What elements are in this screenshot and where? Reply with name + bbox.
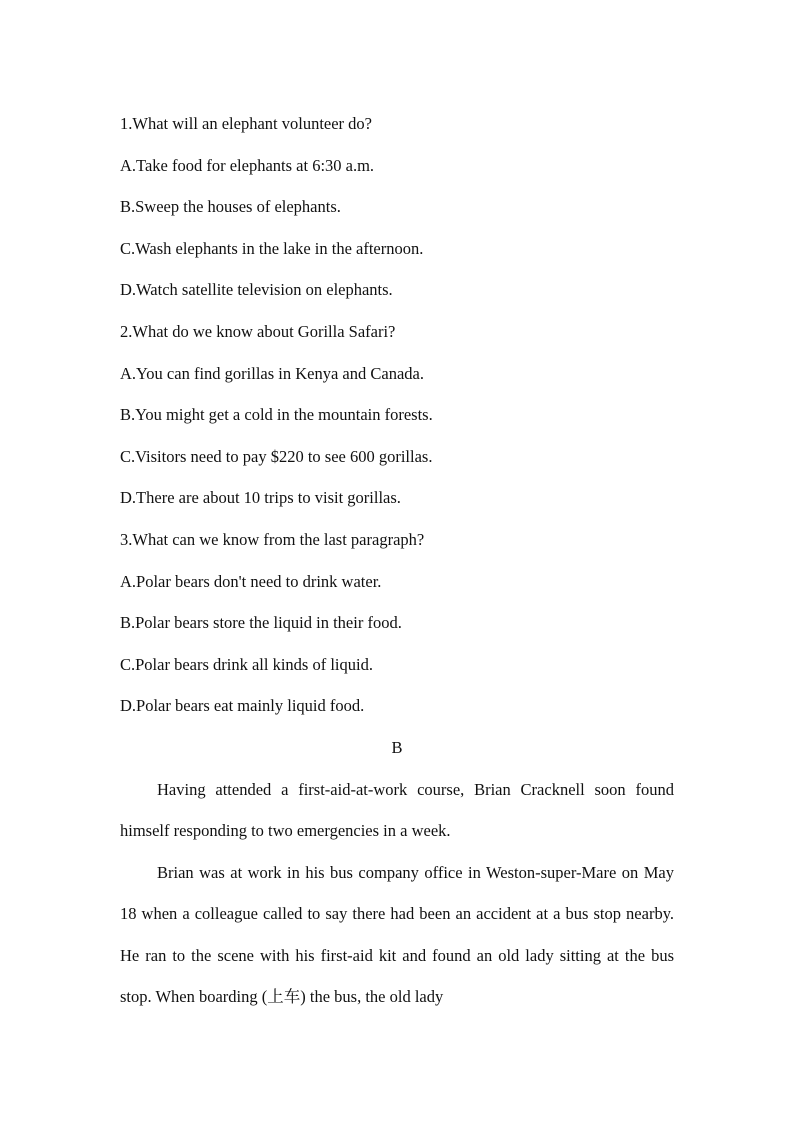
- answer-option: D.There are about 10 trips to visit gorillas.: [120, 488, 401, 508]
- answer-option: C.Polar bears drink all kinds of liquid.: [120, 654, 373, 674]
- answer-option: A.Polar bears don't need to drink water.: [120, 571, 382, 591]
- answer-option: B.Polar bears store the liquid in their food.: [120, 613, 402, 633]
- answer-option: C.Wash elephants in the lake in the afternoon.: [120, 238, 424, 258]
- question-2: [120, 311, 674, 519]
- question-1: [120, 103, 674, 311]
- answer-option: A.You can find gorillas in Kenya and Canada.: [120, 363, 424, 383]
- document-page: [120, 103, 674, 1018]
- answer-option: D.Polar bears eat mainly liquid food.: [120, 696, 365, 716]
- question-stem: 3.What can we know from the last paragraph?: [120, 529, 425, 549]
- question-3: [120, 519, 674, 727]
- answer-option: B.You might get a cold in the mountain forests.: [120, 405, 433, 425]
- question-stem: 1.What will an elephant volunteer do?: [120, 114, 372, 133]
- answer-option: C.Visitors need to pay $220 to see 600 gorillas.: [120, 446, 433, 466]
- answer-option: D.Watch satellite television on elephants.: [120, 280, 393, 300]
- answer-option: A.Take food for elephants at 6:30 a.m.: [120, 155, 375, 175]
- answer-option: B.Sweep the houses of elephants.: [120, 197, 341, 217]
- section-heading: B: [391, 737, 403, 757]
- passage-paragraph: Having attended a first-aid-at-work course, Brian Cracknell soon found himself responding to two emergencies in a week.: [120, 779, 674, 841]
- passage-paragraph: Brian was at work in his bus company office in Weston-super-Mare on May 18 when a colleague called to say there had been an accident at a bus stop nearby. He ran to the scene with his first-aid kit and found an old lady sitting at the bus stop. When boarding (上车) the bus, the old lady: [120, 862, 674, 1007]
- question-stem: 2.What do we know about Gorilla Safari?: [120, 321, 396, 341]
